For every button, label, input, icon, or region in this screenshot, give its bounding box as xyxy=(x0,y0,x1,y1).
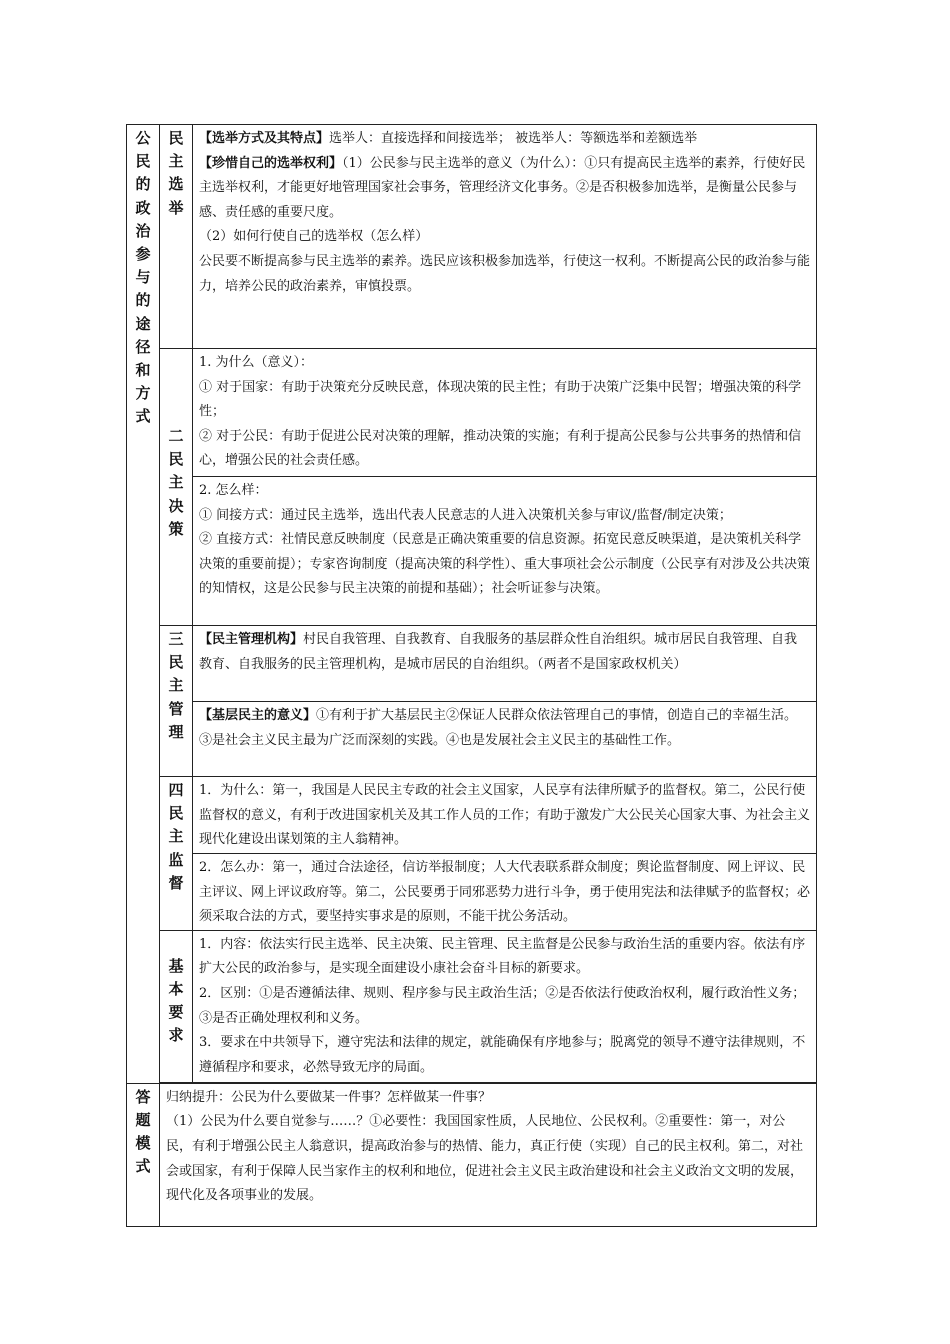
paragraph-text: ① 对于国家：有助于决策充分反映民意，体现决策的民主性；有助于决策广泛集中民智；增强决策的科学性； xyxy=(199,379,802,420)
label-char: 本 xyxy=(168,979,184,998)
paragraph xyxy=(199,425,810,474)
label-char: 式 xyxy=(135,407,151,426)
label-char: 主 xyxy=(168,473,184,492)
label-char: 管 xyxy=(168,699,184,718)
label-char: 途 xyxy=(135,314,151,333)
paragraph xyxy=(199,982,810,1031)
label-char: 监 xyxy=(168,850,184,869)
label-char: 与 xyxy=(135,268,151,287)
paragraph xyxy=(199,479,810,504)
label-char: 民 xyxy=(168,450,184,469)
paragraph xyxy=(199,152,810,226)
election-content xyxy=(193,125,817,349)
paragraph-heading: 【珍惜自己的选举权利】 xyxy=(199,155,343,171)
label-char: 和 xyxy=(135,361,151,380)
paragraph xyxy=(199,779,810,853)
paragraph-text: 归纳提升：公民为什么要做某一件事？怎样做某一件事？ xyxy=(166,1089,492,1105)
paragraph xyxy=(199,856,810,930)
paragraph xyxy=(199,628,810,677)
paragraph-text: 村民自我管理、自我教育、自我服务的基层群众性自治组织。城市居民自我管理、自我教育、自我服务的民主管理机构，是城市居民的自治组织。（两者不是国家政权机关） xyxy=(199,632,798,672)
management-org-content xyxy=(193,626,817,702)
label-char: 民 xyxy=(168,804,184,823)
label-char: 二 xyxy=(168,427,184,445)
label-char: 公 xyxy=(135,129,151,147)
paragraph-text: ② 对于公民：有助于促进公民对决策的理解，推动决策的实施；有利于提高公民参与公共事务的热情和信心，增强公民的社会责任感。 xyxy=(199,428,802,469)
paragraph-heading: 【选举方式及其特点】 xyxy=(199,131,330,146)
label-char: 主 xyxy=(168,676,184,695)
label-char: 民 xyxy=(168,653,184,672)
label-char: 径 xyxy=(135,337,151,356)
decision-why-content xyxy=(193,349,817,477)
label-char: 举 xyxy=(168,198,184,217)
section-label-management xyxy=(160,626,193,777)
paragraph-text: 1. 为什么（意义）： xyxy=(199,355,314,370)
paragraph-text: （1）公民为什么要自觉参与……？①必要性：我国国家性质，人民地位、公民权利。②重要性：第一，对公民，有利于增强公民主人翁意识，提高政治参与的热情、能力，真正行使（实现）自己的民主权利。第二，对社会或国家，有利于保障人民当家作主的权利和地位，促进社会主义民主政治建设和社会主义政治文文明的发展，现代化及各项事业的发展。 xyxy=(166,1114,804,1204)
label-char: 治 xyxy=(135,221,151,240)
paragraph xyxy=(199,225,810,250)
paragraph-text: ① 间接方式：通过民主选举，选出代表人民意志的人进入决策机关参与审议/监督/制定决策； xyxy=(199,507,732,523)
label-char: 民 xyxy=(168,129,184,147)
label-char: 基 xyxy=(168,956,184,975)
label-char: 三 xyxy=(168,630,184,648)
label-char: 式 xyxy=(135,1157,151,1176)
paragraph-heading: 【民主管理机构】 xyxy=(199,632,304,647)
label-char: 求 xyxy=(168,1026,184,1045)
label-char: 方 xyxy=(135,384,151,403)
main-topic-label xyxy=(127,125,160,1084)
paragraph xyxy=(199,1031,810,1080)
answer-mode-content xyxy=(160,1083,817,1226)
paragraph-text: 2．怎么办：第一，通过合法途径，信访举报制度；人大代表联系群众制度；舆论监督制度、网上评议、民主评议、网上评议政府等。第二，公民要勇于同邪恶势力进行斗争，勇于使用宪法和法律赋予的监督权；必须采取合法的方式，要坚持实事求是的原则，不能干扰公务活动。 xyxy=(199,860,811,925)
paragraph-text: ①有利于扩大基层民主②保证人民群众依法管理自己的事情，创造自己的幸福生活。③是社会主义民主最为广泛而深刻的实践。④也是发展社会主义民主的基础性工作。 xyxy=(199,708,798,748)
paragraph-text: 1．为什么：第一，我国是人民民主专政的社会主义国家，人民享有法律所赋予的监督权。第二，公民行使监督权的意义，有利于改进国家机关及其工作人员的工作；有助于激发广大公民关心国家大事、为社会主义现代化建设出谋划策的主人翁精神。 xyxy=(199,783,811,848)
label-char: 政 xyxy=(135,198,151,217)
paragraph-text: 公民要不断提高参与民主选举的素养。选民应该积极参加选举，行使这一权利。不断提高公民的政治参与能力，培养公民的政治素养，审慎投票。 xyxy=(199,253,811,294)
paragraph xyxy=(199,351,810,376)
paragraph xyxy=(199,250,810,299)
paragraph xyxy=(199,933,810,982)
paragraph-text: （2）如何行使自己的选举权（怎么样） xyxy=(199,229,429,245)
label-char: 参 xyxy=(135,245,151,264)
supervision-how-content xyxy=(193,854,817,931)
label-char: 选 xyxy=(168,175,184,194)
paragraph xyxy=(166,1086,810,1111)
decision-how-content xyxy=(193,477,817,626)
paragraph-text: ② 直接方式：社情民意反映制度（民意是正确决策重要的信息资源。拓宽民意反映渠道，是决策机关科学决策的重要前提）；专家咨询制度（提高决策的科学性）、重大事项社会公示制度（公民享有对涉及公共决策的知情权，这是公民参与民主决策的前提和基础）；社会听证参与决策。 xyxy=(199,532,811,597)
label-char: 的 xyxy=(135,291,151,310)
paragraph xyxy=(166,1110,810,1208)
supervision-why-content xyxy=(193,777,817,854)
management-meaning-content xyxy=(193,702,817,777)
summary-table xyxy=(126,124,817,1227)
paragraph-text: 1．内容：依法实行民主选举、民主决策、民主管理、民主监督是公民参与政治生活的重要内容。依法有序扩大公民的政治参与，是实现全面建设小康社会奋斗目标的新要求。 xyxy=(199,936,806,977)
label-char: 主 xyxy=(168,827,184,846)
label-char: 主 xyxy=(168,152,184,171)
answer-mode-label xyxy=(127,1083,160,1226)
requirements-content xyxy=(193,930,817,1082)
label-char: 理 xyxy=(168,722,184,741)
label-char: 答 xyxy=(135,1087,151,1106)
label-char: 决 xyxy=(168,496,184,515)
label-char: 的 xyxy=(135,175,151,194)
paragraph xyxy=(199,704,810,753)
label-char: 督 xyxy=(168,873,184,892)
label-char: 民 xyxy=(135,152,151,171)
label-char: 题 xyxy=(135,1110,151,1129)
paragraph xyxy=(199,504,810,529)
paragraph-text: 3．要求在中共领导下，遵守宪法和法律的规定，就能确保有序地参与；脱离党的领导不遵守法律规则，不遵循程序和要求，必然导致无序的局面。 xyxy=(199,1035,806,1075)
label-char: 要 xyxy=(168,1003,184,1022)
paragraph-text: 2．区别：①是否遵循法律、规则、程序参与民主政治生活；②是否依法行使政治权利，履行政治性义务；③是否正确处理权利和义务。 xyxy=(199,985,806,1026)
paragraph-text: 2. 怎么样： xyxy=(199,483,268,498)
label-char: 模 xyxy=(135,1134,151,1153)
label-char: 四 xyxy=(168,781,184,799)
section-label-election xyxy=(160,125,193,349)
paragraph xyxy=(199,376,810,425)
section-label-decision xyxy=(160,349,193,626)
section-label-requirements xyxy=(160,930,193,1082)
label-char: 策 xyxy=(168,519,184,538)
paragraph-text: 选举人：直接选择和间接选举； 被选举人：等额选举和差额选举 xyxy=(329,131,698,146)
section-label-supervision xyxy=(160,777,193,931)
paragraph-text: （1）公民参与民主选举的意义（为什么）：①只有提高民主选举的素养，行使好民主选举权利，才能更好地管理国家社会事务，管理经济文化事务。②是否积极参加选举，是衡量公民参与感、责任感的重要尺度。 xyxy=(199,155,806,220)
paragraph-heading: 【基层民主的意义】 xyxy=(199,708,317,723)
paragraph xyxy=(199,127,810,152)
paragraph xyxy=(199,528,810,602)
